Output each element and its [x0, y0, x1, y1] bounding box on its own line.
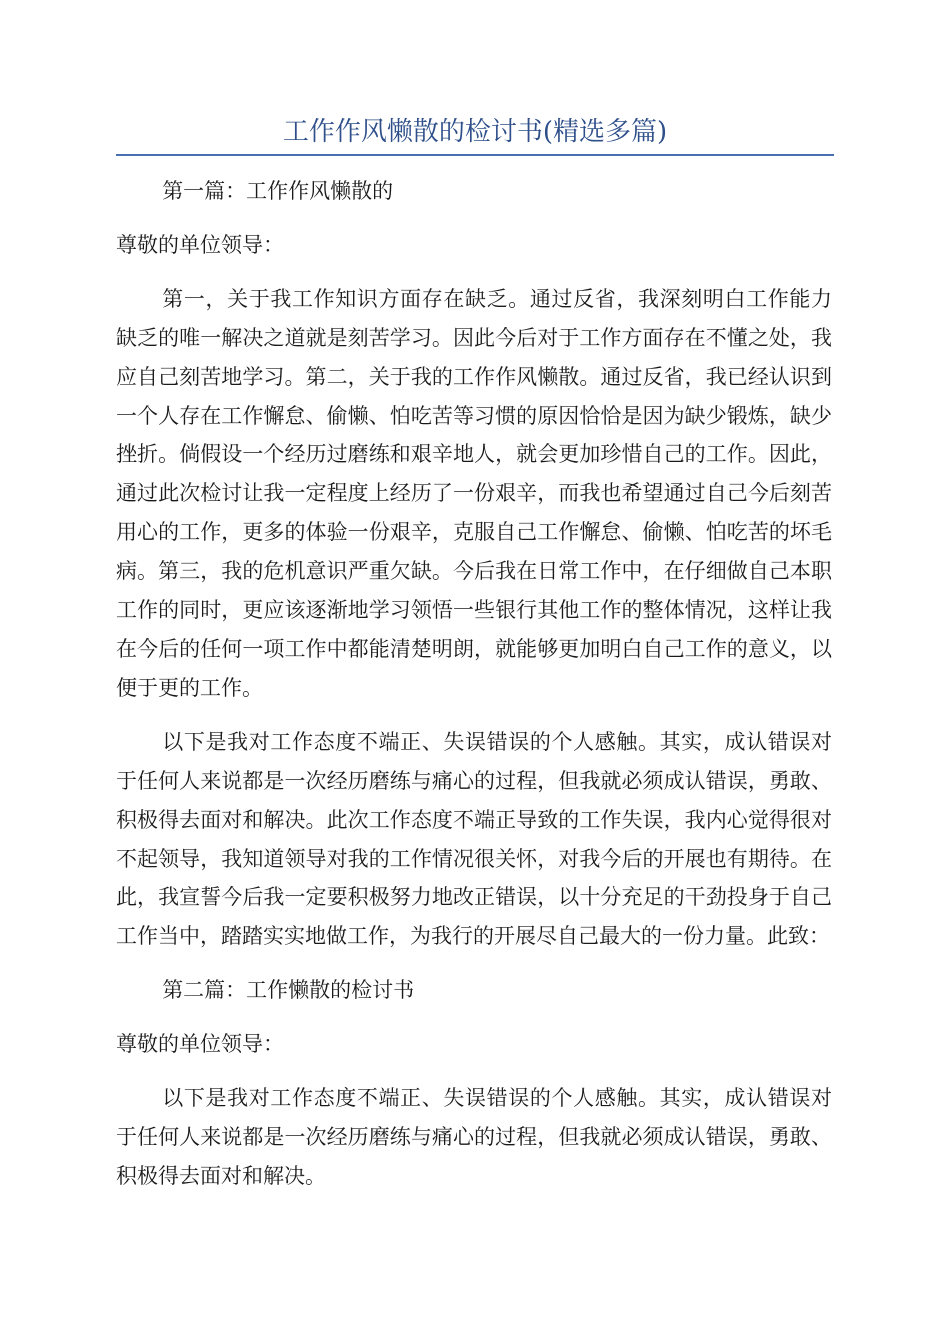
- document-title: 工作作风懒散的检讨书(精选多篇): [282, 117, 668, 147]
- title-underline: [116, 154, 834, 156]
- salutation-2: 尊敬的单位领导：: [116, 1032, 284, 1057]
- section-heading-1: 第一篇：工作作风懒散的: [162, 179, 394, 203]
- body-paragraph: 第一，关于我工作知识方面存在缺乏。通过反省，我深刻明白工作能力缺乏的唯一解决之道就是刻苦学习。因此今后对于工作方面存在不懂之处，我应自己刻苦地学习。第二，关于我的工作作风懒散。通过反省，我已经认识到一个人存在工作懈怠、偷懒、怕吃苦等习惯的原因恰恰是因为缺少锻炼，缺少挫折。倘假设一个经历过磨练和艰辛地人，就会更加珍惜自己的工作。因此，通过此次检讨让我一定程度上经历了一份艰辛，而我也希望通过自己今后刻苦用心的工作，更多的体验一份艰辛，克服自己工作懈怠、偷懒、怕吃苦的坏毛病。第三，我的危机意识严重欠缺。今后我在日常工作中，在仔细做自己本职工作的同时，更应该逐渐地学习领悟一些银行其他工作的整体情况，这样让我在今后的任何一项工作中都能清楚明朗，就能够更加明白自己工作的意义，以便于更的工作。: [116, 286, 832, 700]
- body-paragraph: 以下是我对工作态度不端正、失误错误的个人感触。其实，成认错误对于任何人来说都是一次经历磨练与痛心的过程，但我就必须成认错误，勇敢、积极得去面对和解决。: [116, 1086, 832, 1188]
- salutation-1: 尊敬的单位领导：: [116, 232, 284, 257]
- document-body: [116, 172, 832, 1211]
- section-heading-2: 第二篇：工作懒散的检讨书: [162, 978, 415, 1003]
- body-paragraph: 以下是我对工作态度不端正、失误错误的个人感触。其实，成认错误对于任何人来说都是一次经历磨练与痛心的过程，但我就必须成认错误，勇敢、积极得去面对和解决。此次工作态度不端正导致的工作失误，我内心觉得很对不起领导，我知道领导对我的工作情况很关怀，对我今后的开展也有期待。在此，我宣誓今后我一定要积极努力地改正错误，以十分充足的干劲投身于自己工作当中，踏踏实实地做工作，为我行的开展尽自己最大的一份力量。此致：: [116, 729, 832, 949]
